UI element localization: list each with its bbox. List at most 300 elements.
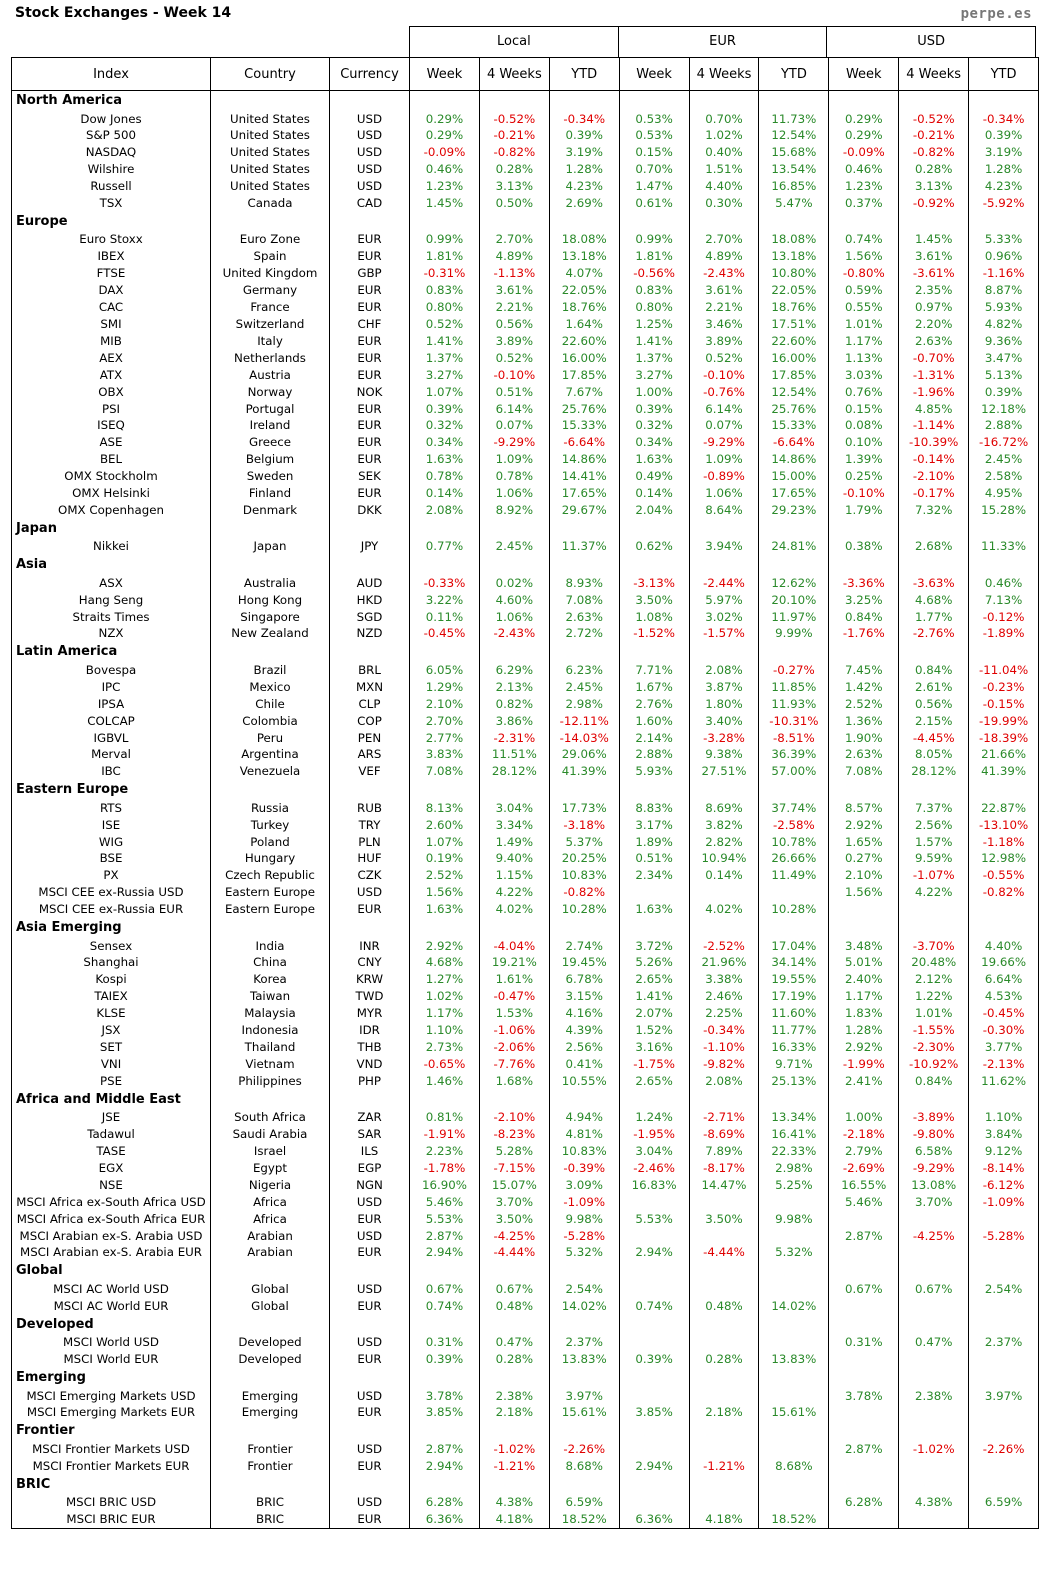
eur-4weeks-cell: 27.51% — [689, 763, 759, 780]
local-week-cell: -0.45% — [410, 625, 480, 642]
local-ytd-cell: -3.18% — [549, 817, 619, 834]
usd-ytd-cell: -19.99% — [969, 713, 1039, 730]
eur-ytd-cell: 22.05% — [759, 282, 829, 299]
section-spacer-cell — [899, 1421, 969, 1441]
local-ytd-cell: 4.81% — [549, 1126, 619, 1143]
usd-ytd-cell: 4.40% — [969, 938, 1039, 955]
eur-4weeks-cell: -4.44% — [689, 1244, 759, 1261]
usd-ytd-cell — [969, 901, 1039, 918]
usd-week-cell: 1.39% — [829, 451, 899, 468]
local-week-cell: 1.02% — [410, 988, 480, 1005]
section-spacer-cell — [689, 519, 759, 539]
usd-4weeks-cell: -0.92% — [899, 195, 969, 212]
section-title: Asia — [12, 555, 211, 575]
local-ytd-cell: 16.00% — [549, 350, 619, 367]
eur-ytd-cell: 11.97% — [759, 609, 829, 626]
currency-code-cell: USD — [330, 161, 410, 178]
section-spacer-cell — [619, 1421, 689, 1441]
local-4weeks-cell: 2.18% — [479, 1404, 549, 1421]
eur-week-cell: 0.49% — [619, 468, 689, 485]
usd-4weeks-cell: -2.30% — [899, 1039, 969, 1056]
section-spacer-cell — [899, 1090, 969, 1110]
usd-4weeks-cell: 2.35% — [899, 282, 969, 299]
country-name-cell: Nigeria — [211, 1177, 330, 1194]
local-4weeks-cell: 1.53% — [479, 1005, 549, 1022]
eur-week-cell: 2.65% — [619, 971, 689, 988]
eur-ytd-cell: 9.71% — [759, 1056, 829, 1073]
eur-4weeks-cell: 1.09% — [689, 451, 759, 468]
eur-week-cell: 6.36% — [619, 1511, 689, 1528]
eur-week-cell: 0.39% — [619, 401, 689, 418]
usd-ytd-cell: 11.33% — [969, 538, 1039, 555]
table-row — [12, 1143, 1039, 1160]
section-spacer-cell — [619, 1261, 689, 1281]
section-spacer-cell — [549, 780, 619, 800]
section-header-row — [12, 918, 1039, 938]
local-ytd-cell: 4.07% — [549, 265, 619, 282]
currency-code-cell: SGD — [330, 609, 410, 626]
eur-4weeks-cell: 8.64% — [689, 502, 759, 519]
index-name-cell: MSCI BRIC USD — [12, 1494, 211, 1511]
currency-code-cell: VEF — [330, 763, 410, 780]
usd-4weeks-cell: 1.22% — [899, 988, 969, 1005]
eur-week-cell: 0.62% — [619, 538, 689, 555]
eur-4weeks-cell: 0.48% — [689, 1298, 759, 1315]
country-name-cell: Emerging — [211, 1388, 330, 1405]
index-name-cell: Straits Times — [12, 609, 211, 626]
section-spacer-cell — [619, 519, 689, 539]
col-usd-ytd: YTD — [969, 58, 1039, 91]
currency-code-cell: ARS — [330, 746, 410, 763]
usd-4weeks-cell: -3.89% — [899, 1109, 969, 1126]
country-name-cell: Singapore — [211, 609, 330, 626]
currency-code-cell: MXN — [330, 679, 410, 696]
section-spacer-cell — [211, 91, 330, 111]
currency-code-cell: EUR — [330, 451, 410, 468]
table-row — [12, 417, 1039, 434]
section-spacer-cell — [969, 642, 1039, 662]
local-4weeks-cell: -2.31% — [479, 730, 549, 747]
eur-ytd-cell: 10.78% — [759, 834, 829, 851]
index-name-cell: Dow Jones — [12, 111, 211, 128]
table-row — [12, 195, 1039, 212]
section-spacer-cell — [330, 918, 410, 938]
usd-week-cell — [829, 1458, 899, 1475]
country-name-cell: Australia — [211, 575, 330, 592]
local-4weeks-cell: -9.29% — [479, 434, 549, 451]
section-spacer-cell — [619, 1368, 689, 1388]
section-header-row — [12, 642, 1039, 662]
section-spacer-cell — [330, 1315, 410, 1335]
currency-code-cell: DKK — [330, 502, 410, 519]
usd-ytd-cell — [969, 1511, 1039, 1528]
local-ytd-cell: 5.32% — [549, 1244, 619, 1261]
index-name-cell: MSCI World EUR — [12, 1351, 211, 1368]
section-spacer-cell — [619, 555, 689, 575]
usd-ytd-cell: 4.53% — [969, 988, 1039, 1005]
eur-4weeks-cell: -0.10% — [689, 367, 759, 384]
table-row — [12, 367, 1039, 384]
usd-4weeks-cell: 4.22% — [899, 884, 969, 901]
section-spacer-cell — [829, 1090, 899, 1110]
local-4weeks-cell: -1.02% — [479, 1441, 549, 1458]
local-4weeks-cell: 5.28% — [479, 1143, 549, 1160]
table-row — [12, 1494, 1039, 1511]
usd-4weeks-cell: 2.63% — [899, 333, 969, 350]
usd-week-cell: 0.31% — [829, 1334, 899, 1351]
country-name-cell: Philippines — [211, 1073, 330, 1090]
usd-ytd-cell: 3.77% — [969, 1039, 1039, 1056]
local-4weeks-cell: 0.82% — [479, 696, 549, 713]
country-name-cell: Euro Zone — [211, 231, 330, 248]
table-row — [12, 1334, 1039, 1351]
usd-week-cell: 0.08% — [829, 417, 899, 434]
country-name-cell: Spain — [211, 248, 330, 265]
eur-4weeks-cell: 3.61% — [689, 282, 759, 299]
local-ytd-cell: 1.28% — [549, 161, 619, 178]
local-week-cell: 1.41% — [410, 333, 480, 350]
section-spacer-cell — [829, 780, 899, 800]
section-spacer-cell — [759, 1261, 829, 1281]
eur-week-cell: 0.99% — [619, 231, 689, 248]
table-row — [12, 938, 1039, 955]
section-spacer-cell — [829, 1368, 899, 1388]
local-week-cell: 0.31% — [410, 1334, 480, 1351]
currency-code-cell: EUR — [330, 1298, 410, 1315]
index-name-cell: KLSE — [12, 1005, 211, 1022]
usd-week-cell: 1.90% — [829, 730, 899, 747]
currency-code-cell: GBP — [330, 265, 410, 282]
section-spacer-cell — [410, 212, 480, 232]
usd-week-cell: 0.59% — [829, 282, 899, 299]
country-name-cell: Global — [211, 1281, 330, 1298]
country-name-cell: United Kingdom — [211, 265, 330, 282]
section-spacer-cell — [689, 1261, 759, 1281]
usd-week-cell: 0.29% — [829, 111, 899, 128]
usd-ytd-cell: -2.13% — [969, 1056, 1039, 1073]
local-week-cell: 1.07% — [410, 834, 480, 851]
index-name-cell: Hang Seng — [12, 592, 211, 609]
table-row — [12, 609, 1039, 626]
eur-4weeks-cell: 6.14% — [689, 401, 759, 418]
usd-ytd-cell: -0.12% — [969, 609, 1039, 626]
usd-week-cell: 0.27% — [829, 850, 899, 867]
section-spacer-cell — [619, 1315, 689, 1335]
usd-4weeks-cell: -1.31% — [899, 367, 969, 384]
usd-week-cell: 1.17% — [829, 988, 899, 1005]
local-4weeks-cell: 3.04% — [479, 800, 549, 817]
usd-ytd-cell: -0.23% — [969, 679, 1039, 696]
local-week-cell: 2.94% — [410, 1244, 480, 1261]
col-usd-4weeks: 4 Weeks — [899, 58, 969, 91]
index-name-cell: MSCI Africa ex-South Africa USD — [12, 1194, 211, 1211]
currency-code-cell: EUR — [330, 1404, 410, 1421]
index-name-cell: TASE — [12, 1143, 211, 1160]
currency-code-cell: NGN — [330, 1177, 410, 1194]
eur-4weeks-cell: -0.89% — [689, 468, 759, 485]
local-week-cell: 0.78% — [410, 468, 480, 485]
index-name-cell: MSCI BRIC EUR — [12, 1511, 211, 1528]
eur-week-cell: 0.70% — [619, 161, 689, 178]
table-row — [12, 1039, 1039, 1056]
usd-ytd-cell — [969, 1211, 1039, 1228]
local-ytd-cell: 18.52% — [549, 1511, 619, 1528]
index-name-cell: MSCI Arabian ex-S. Arabia USD — [12, 1228, 211, 1245]
currency-code-cell: SAR — [330, 1126, 410, 1143]
eur-week-cell: 2.94% — [619, 1458, 689, 1475]
usd-4weeks-cell: -9.29% — [899, 1160, 969, 1177]
section-spacer-cell — [689, 780, 759, 800]
local-ytd-cell: 20.25% — [549, 850, 619, 867]
section-title: Frontier — [12, 1421, 211, 1441]
eur-ytd-cell: 12.54% — [759, 127, 829, 144]
usd-ytd-cell: 2.58% — [969, 468, 1039, 485]
local-ytd-cell: 7.08% — [549, 592, 619, 609]
index-name-cell: OMX Helsinki — [12, 485, 211, 502]
local-ytd-cell: 9.98% — [549, 1211, 619, 1228]
local-4weeks-cell: 4.38% — [479, 1494, 549, 1511]
country-name-cell: Germany — [211, 282, 330, 299]
currency-code-cell: TWD — [330, 988, 410, 1005]
section-spacer-cell — [211, 1261, 330, 1281]
eur-4weeks-cell: 3.82% — [689, 817, 759, 834]
usd-4weeks-cell — [899, 901, 969, 918]
section-title: Eastern Europe — [12, 780, 211, 800]
eur-week-cell: 0.53% — [619, 111, 689, 128]
currency-code-cell: THB — [330, 1039, 410, 1056]
eur-ytd-cell: 15.00% — [759, 468, 829, 485]
eur-ytd-cell — [759, 1334, 829, 1351]
local-week-cell: 3.83% — [410, 746, 480, 763]
local-ytd-cell: 4.94% — [549, 1109, 619, 1126]
local-4weeks-cell: 4.60% — [479, 592, 549, 609]
section-spacer-cell — [899, 1368, 969, 1388]
local-4weeks-cell: 1.49% — [479, 834, 549, 851]
index-name-cell: MSCI Emerging Markets EUR — [12, 1404, 211, 1421]
local-ytd-cell: 3.09% — [549, 1177, 619, 1194]
table-row — [12, 1177, 1039, 1194]
usd-ytd-cell: 0.39% — [969, 384, 1039, 401]
section-title: Emerging — [12, 1368, 211, 1388]
local-week-cell: 8.13% — [410, 800, 480, 817]
local-4weeks-cell: 1.09% — [479, 451, 549, 468]
currency-code-cell: EUR — [330, 1511, 410, 1528]
section-spacer-cell — [969, 918, 1039, 938]
eur-ytd-cell: 18.52% — [759, 1511, 829, 1528]
country-name-cell: Indonesia — [211, 1022, 330, 1039]
section-spacer-cell — [211, 918, 330, 938]
section-spacer-cell — [479, 918, 549, 938]
index-name-cell: EGX — [12, 1160, 211, 1177]
table-row — [12, 625, 1039, 642]
usd-ytd-cell: 12.98% — [969, 850, 1039, 867]
usd-4weeks-cell: 28.12% — [899, 763, 969, 780]
country-name-cell: Israel — [211, 1143, 330, 1160]
eur-4weeks-cell: 2.18% — [689, 1404, 759, 1421]
section-spacer-cell — [330, 519, 410, 539]
usd-week-cell: 0.38% — [829, 538, 899, 555]
section-spacer-cell — [410, 642, 480, 662]
section-spacer-cell — [410, 1315, 480, 1335]
local-week-cell: 2.08% — [410, 502, 480, 519]
usd-week-cell: 1.42% — [829, 679, 899, 696]
section-spacer-cell — [829, 918, 899, 938]
section-spacer-cell — [479, 1475, 549, 1495]
eur-ytd-cell: 17.85% — [759, 367, 829, 384]
section-spacer-cell — [899, 642, 969, 662]
usd-4weeks-cell: 3.70% — [899, 1194, 969, 1211]
local-ytd-cell: 5.37% — [549, 834, 619, 851]
table-row — [12, 1022, 1039, 1039]
local-4weeks-cell: 0.02% — [479, 575, 549, 592]
eur-4weeks-cell: 0.70% — [689, 111, 759, 128]
usd-week-cell: 7.08% — [829, 763, 899, 780]
local-week-cell: 1.23% — [410, 178, 480, 195]
eur-4weeks-cell: 21.96% — [689, 954, 759, 971]
eur-ytd-cell — [759, 1194, 829, 1211]
eur-4weeks-cell: 1.02% — [689, 127, 759, 144]
index-name-cell: IGBVL — [12, 730, 211, 747]
local-week-cell: 0.39% — [410, 401, 480, 418]
section-spacer-cell — [211, 642, 330, 662]
table-row — [12, 988, 1039, 1005]
local-week-cell: 0.99% — [410, 231, 480, 248]
usd-week-cell: 5.46% — [829, 1194, 899, 1211]
eur-ytd-cell: -0.27% — [759, 662, 829, 679]
usd-4weeks-cell: 2.20% — [899, 316, 969, 333]
country-name-cell: Switzerland — [211, 316, 330, 333]
country-name-cell: Emerging — [211, 1404, 330, 1421]
local-4weeks-cell: 11.51% — [479, 746, 549, 763]
usd-ytd-cell: -1.09% — [969, 1194, 1039, 1211]
section-spacer-cell — [969, 519, 1039, 539]
section-spacer-cell — [479, 1315, 549, 1335]
section-spacer-cell — [689, 1421, 759, 1441]
section-title: Asia Emerging — [12, 918, 211, 938]
usd-ytd-cell: -11.04% — [969, 662, 1039, 679]
local-week-cell: 0.83% — [410, 282, 480, 299]
table-row — [12, 730, 1039, 747]
section-spacer-cell — [211, 212, 330, 232]
local-4weeks-cell: 19.21% — [479, 954, 549, 971]
usd-ytd-cell — [969, 1351, 1039, 1368]
local-4weeks-cell: 1.06% — [479, 485, 549, 502]
local-4weeks-cell: 0.28% — [479, 1351, 549, 1368]
usd-ytd-cell: -18.39% — [969, 730, 1039, 747]
section-spacer-cell — [330, 1475, 410, 1495]
local-ytd-cell: 4.16% — [549, 1005, 619, 1022]
eur-ytd-cell: -10.31% — [759, 713, 829, 730]
eur-ytd-cell: 17.65% — [759, 485, 829, 502]
section-spacer-cell — [549, 918, 619, 938]
usd-ytd-cell: 0.46% — [969, 575, 1039, 592]
local-ytd-cell: -1.09% — [549, 1194, 619, 1211]
local-week-cell: 2.10% — [410, 696, 480, 713]
section-spacer-cell — [759, 1368, 829, 1388]
country-name-cell: Developed — [211, 1334, 330, 1351]
country-name-cell: Canada — [211, 195, 330, 212]
usd-4weeks-cell — [899, 1211, 969, 1228]
table-row — [12, 178, 1039, 195]
section-spacer-cell — [899, 212, 969, 232]
eur-ytd-cell: 13.83% — [759, 1351, 829, 1368]
col-currency: Currency — [330, 58, 410, 91]
table-body — [12, 91, 1039, 1529]
table-row — [12, 434, 1039, 451]
local-ytd-cell: 3.15% — [549, 988, 619, 1005]
usd-4weeks-cell: -3.70% — [899, 938, 969, 955]
group-usd: USD — [917, 34, 946, 49]
eur-ytd-cell: 29.23% — [759, 502, 829, 519]
index-name-cell: JSX — [12, 1022, 211, 1039]
index-name-cell: PX — [12, 867, 211, 884]
local-week-cell: 3.27% — [410, 367, 480, 384]
usd-week-cell: 2.41% — [829, 1073, 899, 1090]
eur-4weeks-cell: 0.14% — [689, 867, 759, 884]
section-spacer-cell — [549, 212, 619, 232]
local-4weeks-cell: 1.61% — [479, 971, 549, 988]
section-spacer-cell — [479, 212, 549, 232]
usd-week-cell: 2.40% — [829, 971, 899, 988]
local-4weeks-cell: 2.45% — [479, 538, 549, 555]
group-eur: EUR — [619, 27, 828, 57]
usd-4weeks-cell: 1.45% — [899, 231, 969, 248]
country-name-cell: Austria — [211, 367, 330, 384]
index-name-cell: SMI — [12, 316, 211, 333]
table-row — [12, 299, 1039, 316]
eur-ytd-cell: 18.76% — [759, 299, 829, 316]
eur-week-cell: 8.83% — [619, 800, 689, 817]
local-week-cell: 2.92% — [410, 938, 480, 955]
usd-ytd-cell: 21.66% — [969, 746, 1039, 763]
currency-code-cell: USD — [330, 1388, 410, 1405]
index-name-cell: MSCI AC World USD — [12, 1281, 211, 1298]
index-name-cell: Merval — [12, 746, 211, 763]
eur-ytd-cell: 11.73% — [759, 111, 829, 128]
eur-4weeks-cell: 3.87% — [689, 679, 759, 696]
usd-ytd-cell — [969, 1404, 1039, 1421]
section-header-row — [12, 1421, 1039, 1441]
local-week-cell: 2.52% — [410, 867, 480, 884]
usd-4weeks-cell — [899, 1458, 969, 1475]
country-name-cell: Poland — [211, 834, 330, 851]
index-name-cell: PSE — [12, 1073, 211, 1090]
usd-ytd-cell: 7.13% — [969, 592, 1039, 609]
usd-week-cell: 0.10% — [829, 434, 899, 451]
eur-week-cell: 1.63% — [619, 451, 689, 468]
local-week-cell: 0.67% — [410, 1281, 480, 1298]
section-spacer-cell — [969, 1090, 1039, 1110]
index-name-cell: SET — [12, 1039, 211, 1056]
country-name-cell: Denmark — [211, 502, 330, 519]
usd-4weeks-cell: 2.38% — [899, 1388, 969, 1405]
local-4weeks-cell: 6.14% — [479, 401, 549, 418]
usd-4weeks-cell: 0.67% — [899, 1281, 969, 1298]
eur-ytd-cell: 9.99% — [759, 625, 829, 642]
index-name-cell: ISE — [12, 817, 211, 834]
currency-code-cell: RUB — [330, 800, 410, 817]
local-ytd-cell: 3.19% — [549, 144, 619, 161]
index-name-cell: BEL — [12, 451, 211, 468]
country-name-cell: France — [211, 299, 330, 316]
eur-ytd-cell: 25.76% — [759, 401, 829, 418]
currency-code-cell: BRL — [330, 662, 410, 679]
eur-week-cell: 16.83% — [619, 1177, 689, 1194]
local-ytd-cell: 29.67% — [549, 502, 619, 519]
eur-4weeks-cell: 0.30% — [689, 195, 759, 212]
eur-4weeks-cell: 3.89% — [689, 333, 759, 350]
usd-week-cell: 2.87% — [829, 1228, 899, 1245]
